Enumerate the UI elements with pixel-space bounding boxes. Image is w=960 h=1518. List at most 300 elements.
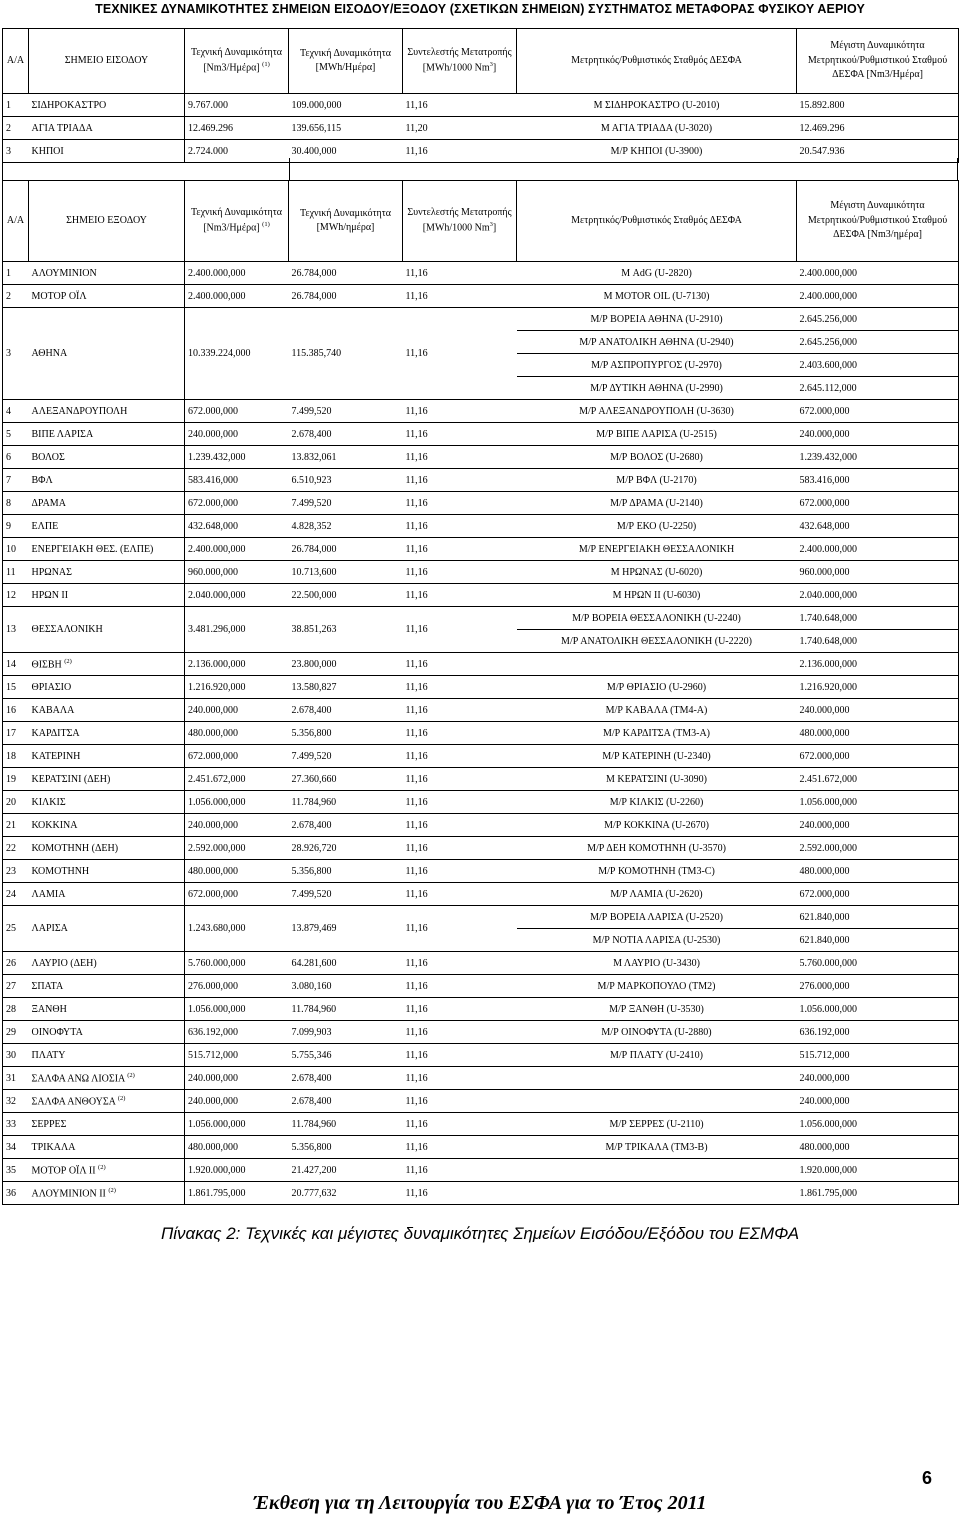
cell-conversion: 11,16	[403, 860, 517, 883]
cell-conversion: 11,16	[403, 1021, 517, 1044]
table-row	[3, 860, 959, 883]
cell-max-capacity: 15.892.800	[797, 94, 959, 117]
cell-tech-mwh: 7.499,520	[289, 492, 403, 515]
header-tech-capacity-mwh: Τεχνική Δυναμικότητα [MWh/ημέρα]	[289, 181, 403, 262]
cell-max-capacity: 240.000,000	[797, 699, 959, 722]
cell-tech-nm3: 636.192,000	[185, 1021, 289, 1044]
cell-conversion: 11,16	[403, 952, 517, 975]
cell-aa: 1	[3, 262, 29, 285]
footnote-marker: (2)	[117, 1094, 126, 1102]
point-name: ΔΡΑΜΑ	[31, 497, 66, 509]
cell-tech-mwh: 26.784,000	[289, 285, 403, 308]
cell-aa: 16	[3, 699, 29, 722]
cell-aa: 6	[3, 446, 29, 469]
cell-station: Μ/Ρ ΚΑΤΕΡΙΝΗ (U-2340)	[517, 745, 797, 768]
cell-tech-mwh: 7.099,903	[289, 1021, 403, 1044]
cell-point	[29, 699, 185, 722]
cell-point	[29, 561, 185, 584]
table-row	[3, 952, 959, 975]
cell-station: Μ/Ρ ΚΙΛΚΙΣ (U-2260)	[517, 791, 797, 814]
cell-station: Μ/Ρ ΒΟΡΕΙΑ ΘΕΣΣΑΛΟΝΙΚΗ (U-2240)	[517, 607, 797, 630]
cell-point: ΑΓΙΑ ΤΡΙΑΔΑ	[29, 117, 185, 140]
table-row	[3, 584, 959, 607]
cell-max-capacity: 12.469.296	[797, 117, 959, 140]
cell-aa: 7	[3, 469, 29, 492]
cell-conversion: 11,16	[403, 768, 517, 791]
cell-max-capacity: 1.056.000,000	[797, 791, 959, 814]
point-name: ΣΕΡΡΕΣ	[31, 1118, 67, 1130]
cell-station: Μ/Ρ ΒΟΛΟΣ (U-2680)	[517, 446, 797, 469]
cell-tech-nm3: 276.000,000	[185, 975, 289, 998]
cell-max-capacity: 1.239.432,000	[797, 446, 959, 469]
point-name: ΚΕΡΑΤΣΙΝΙ (ΔΕΗ)	[31, 773, 111, 785]
cell-tech-mwh: 64.281,600	[289, 952, 403, 975]
cell-aa: 3	[3, 140, 29, 163]
cell-tech-mwh: 26.784,000	[289, 538, 403, 561]
cell-max-capacity: 2.645.256,000	[797, 308, 959, 331]
cell-conversion: 11,16	[403, 1136, 517, 1159]
header-station: Μετρητικός/Ρυθμιστικός Σταθμός ΔΕΣΦΑ	[517, 29, 797, 94]
cell-point	[29, 998, 185, 1021]
cell-max-capacity: 1.740.648,000	[797, 630, 959, 653]
table-row	[3, 515, 959, 538]
cell-point: ΚΗΠΟΙ	[29, 140, 185, 163]
cell-conversion: 11,16	[403, 515, 517, 538]
cell-aa: 15	[3, 676, 29, 699]
cell-max-capacity: 1.056.000,000	[797, 1113, 959, 1136]
cell-tech-mwh: 13.832,061	[289, 446, 403, 469]
cell-tech-mwh: 26.784,000	[289, 262, 403, 285]
cell-tech-nm3: 3.481.296,000	[185, 607, 289, 653]
cell-tech-mwh: 11.784,960	[289, 791, 403, 814]
table-row	[3, 1113, 959, 1136]
cell-station: Μ/Ρ ΞΑΝΘΗ (U-3530)	[517, 998, 797, 1021]
cell-aa: 4	[3, 400, 29, 423]
cell-conversion: 11,20	[403, 117, 517, 140]
cell-tech-nm3: 2.724.000	[185, 140, 289, 163]
cell-max-capacity: 636.192,000	[797, 1021, 959, 1044]
cell-tech-nm3: 2.400.000,000	[185, 538, 289, 561]
point-name: ΚΑΤΕΡΙΝΗ	[31, 750, 81, 762]
cell-tech-nm3: 9.767.000	[185, 94, 289, 117]
table-row	[3, 492, 959, 515]
cell-tech-nm3: 480.000,000	[185, 860, 289, 883]
footnote-marker: (2)	[127, 1071, 135, 1079]
cell-max-capacity: 1.056.000,000	[797, 998, 959, 1021]
cell-point	[29, 745, 185, 768]
cell-tech-nm3: 240.000,000	[185, 699, 289, 722]
cell-point	[29, 1090, 185, 1113]
cell-tech-mwh: 11.784,960	[289, 1113, 403, 1136]
cell-tech-mwh: 11.784,960	[289, 998, 403, 1021]
table-row	[3, 814, 959, 837]
cell-tech-nm3: 2.400.000,000	[185, 262, 289, 285]
cell-aa: 24	[3, 883, 29, 906]
cell-conversion: 11,16	[403, 906, 517, 952]
cell-conversion: 11,16	[403, 745, 517, 768]
table-row	[3, 607, 959, 630]
table-row	[3, 400, 959, 423]
cell-aa: 23	[3, 860, 29, 883]
cell-conversion: 11,16	[403, 1090, 517, 1113]
point-name: ΗΡΩΝΑΣ	[31, 566, 72, 578]
cell-station: Μ/Ρ ΑΣΠΡΟΠΥΡΓΟΣ (U-2970)	[517, 354, 797, 377]
cell-station: Μ/Ρ ΔΥΤΙΚΗ ΑΘΗΝΑ (U-2990)	[517, 377, 797, 400]
cell-aa: 18	[3, 745, 29, 768]
cell-tech-nm3: 1.056.000,000	[185, 1113, 289, 1136]
cell-conversion: 11,16	[403, 538, 517, 561]
cell-max-capacity: 672.000,000	[797, 883, 959, 906]
table-row	[3, 538, 959, 561]
point-name: ΗΡΩΝ ΙΙ	[31, 589, 69, 601]
cell-conversion: 11,16	[403, 1044, 517, 1067]
cell-station: Μ/Ρ ΚΑΒΑΛΑ (ΤΜ4-Α)	[517, 699, 797, 722]
cell-station	[517, 1182, 797, 1205]
point-name: ΞΑΝΘΗ	[31, 1003, 67, 1015]
cell-tech-nm3: 1.056.000,000	[185, 791, 289, 814]
header-conversion-factor: Συντελεστής Μετατροπής [MWh/1000 Nm$^3$]	[403, 29, 517, 94]
cell-tech-mwh: 5.356,800	[289, 1136, 403, 1159]
cell-point	[29, 1021, 185, 1044]
cell-aa: 3	[3, 308, 29, 400]
cell-conversion: 11,16	[403, 446, 517, 469]
cell-aa: 11	[3, 561, 29, 584]
cell-max-capacity: 240.000,000	[797, 1090, 959, 1113]
table-row	[3, 1090, 959, 1113]
cell-conversion: 11,16	[403, 814, 517, 837]
cell-tech-mwh: 28.926,720	[289, 837, 403, 860]
cell-tech-mwh: 10.713,600	[289, 561, 403, 584]
cell-station: Μ/Ρ ΚΟΜΟΤΗΝΗ (ΤΜ3-C)	[517, 860, 797, 883]
cell-tech-nm3: 480.000,000	[185, 1136, 289, 1159]
point-name: ΘΕΣΣΑΛΟΝΙΚΗ	[31, 624, 103, 635]
table-row	[3, 308, 959, 331]
cell-conversion: 11,16	[403, 1113, 517, 1136]
cell-tech-nm3: 240.000,000	[185, 1090, 289, 1113]
cell-point	[29, 1159, 185, 1182]
cell-point: ΣΙΔΗΡΟΚΑΣΤΡΟ	[29, 94, 185, 117]
cell-tech-nm3: 2.136.000,000	[185, 653, 289, 676]
cell-station	[517, 1067, 797, 1090]
cell-tech-nm3: 240.000,000	[185, 1067, 289, 1090]
cell-point	[29, 883, 185, 906]
cell-aa: 29	[3, 1021, 29, 1044]
table-row	[3, 1021, 959, 1044]
cell-tech-mwh: 23.800,000	[289, 653, 403, 676]
cell-station: Μ/Ρ ΤΡΙΚΑΛΑ (ΤΜ3-Β)	[517, 1136, 797, 1159]
cell-aa: 10	[3, 538, 29, 561]
cell-station: Μ/Ρ ΑΝΑΤΟΛΙΚΗ ΑΘΗΝΑ (U-2940)	[517, 331, 797, 354]
table-row	[3, 837, 959, 860]
cell-point	[29, 584, 185, 607]
table-row	[3, 262, 959, 285]
cell-aa: 19	[3, 768, 29, 791]
cell-station: Μ/Ρ ΕΚΟ (U-2250)	[517, 515, 797, 538]
cell-point	[29, 492, 185, 515]
cell-max-capacity: 240.000,000	[797, 1067, 959, 1090]
cell-max-capacity: 480.000,000	[797, 860, 959, 883]
cell-station: Μ ΗΡΩΝ ΙΙ (U-6030)	[517, 584, 797, 607]
point-name: ΒΦΛ	[31, 474, 53, 486]
cell-station: Μ ΑΓΙΑ ΤΡΙΑΔΑ (U-3020)	[517, 117, 797, 140]
cell-aa: 35	[3, 1159, 29, 1182]
cell-conversion: 11,16	[403, 94, 517, 117]
cell-station: Μ ΗΡΩΝΑΣ (U-6020)	[517, 561, 797, 584]
footnote-marker: (2)	[108, 1186, 116, 1194]
cell-point	[29, 400, 185, 423]
cell-point	[29, 1182, 185, 1205]
cell-point	[29, 285, 185, 308]
cell-max-capacity: 20.547.936	[797, 140, 959, 163]
header-tech-capacity-mwh: Τεχνική Δυναμικότητα [MWh/Ημέρα]	[289, 29, 403, 94]
cell-tech-mwh: 7.499,520	[289, 745, 403, 768]
cell-tech-mwh: 115.385,740	[289, 308, 403, 400]
cell-aa: 27	[3, 975, 29, 998]
cell-tech-mwh: 7.499,520	[289, 883, 403, 906]
cell-tech-mwh: 2.678,400	[289, 423, 403, 446]
cell-tech-mwh: 30.400,000	[289, 140, 403, 163]
cell-point	[29, 1067, 185, 1090]
cell-station: Μ/Ρ ΜΑΡΚΟΠΟΥΛΟ (ΤΜ2)	[517, 975, 797, 998]
cell-tech-nm3: 1.216.920,000	[185, 676, 289, 699]
cell-station: Μ/Ρ ΚΟΚΚΙΝΑ (U-2670)	[517, 814, 797, 837]
cell-conversion: 11,16	[403, 699, 517, 722]
cell-conversion: 11,16	[403, 1067, 517, 1090]
header-conversion-factor: Συντελεστής Μετατροπής [MWh/1000 Nm$^3$]	[403, 181, 517, 262]
cell-tech-mwh: 139.656,115	[289, 117, 403, 140]
footnote-marker: (2)	[98, 1163, 106, 1171]
point-name: ΑΛΟΥΜΙΝΙΟΝ ΙΙ	[31, 1188, 106, 1200]
cell-aa: 14	[3, 653, 29, 676]
cell-aa: 25	[3, 906, 29, 952]
cell-max-capacity: 480.000,000	[797, 722, 959, 745]
cell-station: Μ/Ρ ΑΛΕΞΑΝΔΡΟΥΠΟΛΗ (U-3630)	[517, 400, 797, 423]
cell-tech-mwh: 5.755,346	[289, 1044, 403, 1067]
table-row	[3, 1136, 959, 1159]
exit-points-table	[2, 180, 959, 1205]
cell-aa: 26	[3, 952, 29, 975]
cell-point	[29, 1136, 185, 1159]
cell-tech-nm3: 1.861.795,000	[185, 1182, 289, 1205]
table-row	[3, 699, 959, 722]
cell-max-capacity: 621.840,000	[797, 906, 959, 929]
cell-station: Μ/Ρ ΒΟΡΕΙΑ ΑΘΗΝΑ (U-2910)	[517, 308, 797, 331]
cell-station: Μ/Ρ ΚΗΠΟΙ (U-3900)	[517, 140, 797, 163]
point-name: ΑΛΕΞΑΝΔΡΟΥΠΟΛΗ	[31, 405, 128, 417]
cell-conversion: 11,16	[403, 400, 517, 423]
cell-station: Μ/Ρ ΠΛΑΤΥ (U-2410)	[517, 1044, 797, 1067]
exit-header-row	[3, 181, 959, 262]
cell-max-capacity: 2.451.672,000	[797, 768, 959, 791]
cell-point	[29, 469, 185, 492]
cell-max-capacity: 672.000,000	[797, 400, 959, 423]
cell-tech-nm3: 10.339.224,000	[185, 308, 289, 400]
cell-tech-nm3: 12.469.296	[185, 117, 289, 140]
cell-tech-mwh: 5.356,800	[289, 860, 403, 883]
table-row	[3, 469, 959, 492]
cell-aa: 20	[3, 791, 29, 814]
cell-aa: 30	[3, 1044, 29, 1067]
cell-point	[29, 952, 185, 975]
cell-point	[29, 515, 185, 538]
cell-tech-nm3: 583.416,000	[185, 469, 289, 492]
point-name: ΛΑΥΡΙΟ (ΔΕΗ)	[31, 957, 97, 969]
table-row	[3, 975, 959, 998]
cell-point	[29, 423, 185, 446]
cell-station: Μ/Ρ ΑΝΑΤΟΛΙΚΗ ΘΕΣΣΑΛΟΝΙΚΗ (U-2220)	[517, 630, 797, 653]
cell-tech-mwh: 13.879,469	[289, 906, 403, 952]
cell-max-capacity: 1.861.795,000	[797, 1182, 959, 1205]
cell-max-capacity: 2.403.600,000	[797, 354, 959, 377]
cell-conversion: 11,16	[403, 1159, 517, 1182]
header-tech-capacity-nm3: Τεχνική Δυναμικότητα [Nm3/Ημέρα] $^{(1)}$	[185, 29, 289, 94]
cell-conversion: 11,16	[403, 791, 517, 814]
cell-tech-mwh: 7.499,520	[289, 400, 403, 423]
cell-tech-mwh: 4.828,352	[289, 515, 403, 538]
cell-point	[29, 860, 185, 883]
cell-station: Μ/Ρ ΒΦΛ (U-2170)	[517, 469, 797, 492]
footnote-marker: (2)	[64, 657, 72, 665]
cell-tech-nm3: 960.000,000	[185, 561, 289, 584]
table-row	[3, 1044, 959, 1067]
cell-station: Μ/Ρ ΝΟΤΙΑ ΛΑΡΙΣΑ (U-2530)	[517, 929, 797, 952]
cell-max-capacity: 2.400.000,000	[797, 538, 959, 561]
cell-point	[29, 1113, 185, 1136]
cell-conversion: 11,16	[403, 492, 517, 515]
cell-conversion: 11,16	[403, 285, 517, 308]
table-spacer	[2, 158, 958, 180]
point-name: ΚΟΜΟΤΗΝΗ	[31, 865, 90, 877]
cell-station: Μ/Ρ ΘΡΙΑΣΙΟ (U-2960)	[517, 676, 797, 699]
table-row	[3, 676, 959, 699]
cell-tech-nm3: 672.000,000	[185, 883, 289, 906]
cell-station: Μ MOTOR OIL (U-7130)	[517, 285, 797, 308]
cell-aa: 34	[3, 1136, 29, 1159]
cell-aa: 17	[3, 722, 29, 745]
cell-point	[29, 814, 185, 837]
cell-tech-mwh: 2.678,400	[289, 699, 403, 722]
cell-tech-mwh: 6.510,923	[289, 469, 403, 492]
cell-conversion: 11,16	[403, 308, 517, 400]
cell-conversion: 11,16	[403, 469, 517, 492]
cell-point	[29, 906, 185, 952]
cell-aa: 9	[3, 515, 29, 538]
cell-max-capacity: 583.416,000	[797, 469, 959, 492]
point-name: ΑΘΗΝΑ	[31, 348, 68, 359]
cell-station: Μ/Ρ ΔΡΑΜΑ (U-2140)	[517, 492, 797, 515]
cell-max-capacity: 960.000,000	[797, 561, 959, 584]
point-name: ΕΝΕΡΓΕΙΑΚΗ ΘΕΣ. (ΕΛΠΕ)	[31, 543, 154, 555]
cell-station: Μ/Ρ ΔΕΗ ΚΟΜΟΤΗΝΗ (U-3570)	[517, 837, 797, 860]
cell-point	[29, 837, 185, 860]
cell-point	[29, 308, 185, 400]
cell-station: Μ/Ρ ΣΕΡΡΕΣ (U-2110)	[517, 1113, 797, 1136]
cell-max-capacity: 2.400.000,000	[797, 285, 959, 308]
cell-tech-mwh: 21.427,200	[289, 1159, 403, 1182]
cell-aa: 13	[3, 607, 29, 653]
cell-aa: 31	[3, 1067, 29, 1090]
footer-title: Έκθεση για τη Λειτουργία του ΕΣΦΑ για το Έτος 2011	[253, 1492, 707, 1514]
cell-conversion: 11,16	[403, 676, 517, 699]
table-row	[3, 768, 959, 791]
cell-conversion: 11,16	[403, 998, 517, 1021]
table-row	[3, 1159, 959, 1182]
cell-point	[29, 975, 185, 998]
cell-conversion: 11,16	[403, 584, 517, 607]
page-title: ΤΕΧΝΙΚΕΣ ΔΥΝΑΜΙΚΟΤΗΤΕΣ ΣΗΜΕΙΩΝ ΕΙΣΟΔΟΥ/ΕΞΟΔΟΥ (ΣΧΕΤΙΚΩΝ ΣΗΜΕΙΩΝ) ΣΥΣΤΗΜΑΤΟΣ ΜΕΤΑΦΟΡΑΣ ΦΥΣΙΚΟΥ ΑΕΡΙΟΥ	[95, 2, 865, 16]
header-exit-point: ΣΗΜΕΙΟ ΕΞΟΔΟΥ	[29, 181, 185, 262]
cell-tech-nm3: 240.000,000	[185, 423, 289, 446]
cell-station: Μ/Ρ ΒΟΡΕΙΑ ΛΑΡΙΣΑ (U-2520)	[517, 906, 797, 929]
table-row	[3, 423, 959, 446]
cell-tech-mwh: 5.356,800	[289, 722, 403, 745]
cell-point	[29, 446, 185, 469]
cell-point	[29, 653, 185, 676]
point-name: ΤΡΙΚΑΛΑ	[31, 1141, 76, 1153]
table-row	[3, 883, 959, 906]
cell-tech-nm3: 1.239.432,000	[185, 446, 289, 469]
cell-aa: 22	[3, 837, 29, 860]
cell-tech-mwh: 2.678,400	[289, 814, 403, 837]
cell-tech-nm3: 2.451.672,000	[185, 768, 289, 791]
entry-header-row	[3, 29, 959, 94]
cell-max-capacity: 240.000,000	[797, 423, 959, 446]
cell-aa: 8	[3, 492, 29, 515]
cell-conversion: 11,16	[403, 423, 517, 446]
cell-aa: 32	[3, 1090, 29, 1113]
table-row	[3, 285, 959, 308]
cell-max-capacity: 1.920.000,000	[797, 1159, 959, 1182]
cell-tech-mwh: 13.580,827	[289, 676, 403, 699]
point-name: ΕΛΠΕ	[31, 520, 59, 532]
header-max-capacity: Μέγιστη Δυναμικότητα Μετρητικού/Ρυθμιστικού Σταθμού ΔΕΣΦΑ [Nm3/ημέρα]	[797, 181, 959, 262]
cell-max-capacity: 2.592.000,000	[797, 837, 959, 860]
point-name: ΑΛΟΥΜΙΝΙΟΝ	[31, 267, 97, 279]
table-row	[3, 117, 959, 140]
cell-station: Μ/Ρ ΛΑΜΙΑ (U-2620)	[517, 883, 797, 906]
cell-point	[29, 722, 185, 745]
cell-max-capacity: 276.000,000	[797, 975, 959, 998]
cell-aa: 12	[3, 584, 29, 607]
cell-tech-nm3: 2.040.000,000	[185, 584, 289, 607]
cell-tech-mwh: 27.360,660	[289, 768, 403, 791]
point-name: ΚΟΚΚΙΝΑ	[31, 819, 78, 831]
cell-point	[29, 1044, 185, 1067]
point-name: ΣΑΛΦΑ ΑΝΩ ΛΙΟΣΙΑ	[31, 1073, 125, 1085]
cell-aa: 36	[3, 1182, 29, 1205]
cell-tech-nm3: 1.920.000,000	[185, 1159, 289, 1182]
cell-tech-nm3: 2.400.000,000	[185, 285, 289, 308]
cell-point	[29, 607, 185, 653]
cell-tech-nm3: 432.648,000	[185, 515, 289, 538]
header-aa: Α/Α	[3, 29, 29, 94]
point-name: ΛΑΡΙΣΑ	[31, 923, 68, 934]
cell-conversion: 11,16	[403, 722, 517, 745]
cell-station: Μ/Ρ ΕΝΕΡΓΕΙΑΚΗ ΘΕΣΣΑΛΟΝΙΚΗ	[517, 538, 797, 561]
cell-station: Μ ΛΑΥΡΙΟ (U-3430)	[517, 952, 797, 975]
cell-conversion: 11,16	[403, 607, 517, 653]
cell-max-capacity: 2.400.000,000	[797, 262, 959, 285]
cell-max-capacity: 2.645.256,000	[797, 331, 959, 354]
entry-points-table	[2, 28, 959, 163]
table-row	[3, 1182, 959, 1205]
cell-station	[517, 653, 797, 676]
point-name: ΟΙΝΟΦΥΤΑ	[31, 1026, 83, 1038]
cell-aa: 2	[3, 117, 29, 140]
cell-aa: 2	[3, 285, 29, 308]
cell-conversion: 11,16	[403, 262, 517, 285]
cell-station: Μ/Ρ ΟΙΝΟΦΥΤΑ (U-2880)	[517, 1021, 797, 1044]
